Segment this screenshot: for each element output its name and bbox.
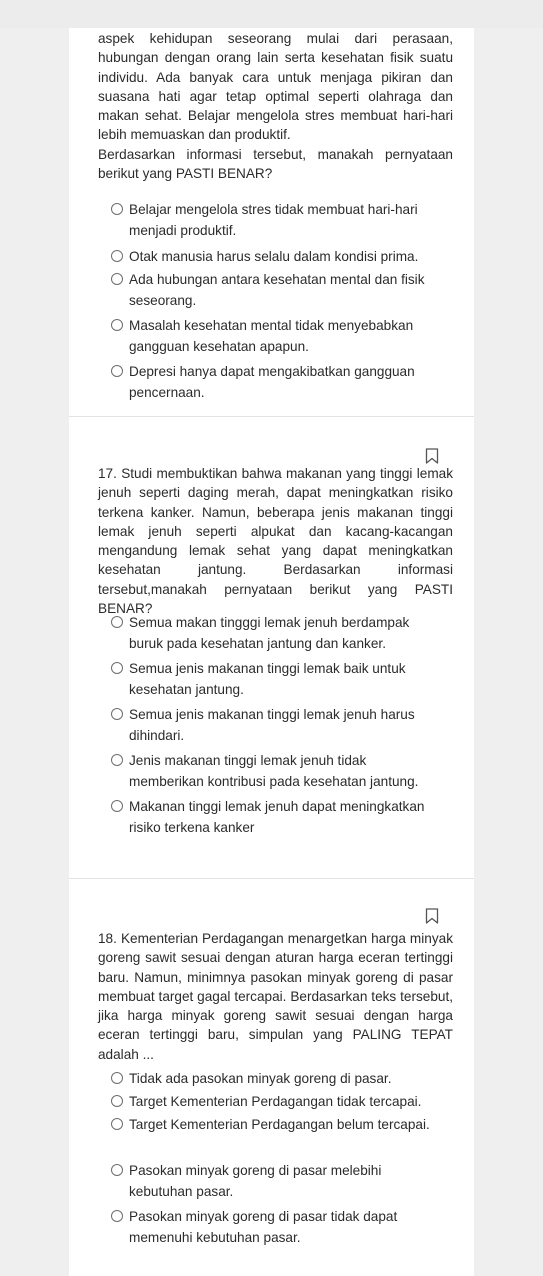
- question-16-passage: aspek kehidupan seseorang mulai dari perasaan, hubungan dengan orang lain serta kesehatan fisik suatu individu. Ada banyak cara untuk menjaga pikiran dan suasana hati agar tetap optimal seperti olahraga dan makan sehat. Belajar mengelola stres membuat hari-hari lebih memuaskan dan produktif.: [98, 31, 453, 143]
- q17-option-2[interactable]: [111, 659, 441, 700]
- radio-icon[interactable]: [111, 319, 123, 331]
- q18-option-5[interactable]: [111, 1207, 441, 1248]
- option-label: Makanan tinggi lemak jenuh dapat meningkatkan risiko terkena kanker: [129, 799, 425, 835]
- question-card: [69, 28, 474, 1276]
- option-label: Semua jenis makanan tinggi lemak jenuh harus dihindari.: [129, 707, 415, 743]
- radio-icon[interactable]: [111, 1118, 123, 1130]
- radio-icon[interactable]: [111, 1164, 123, 1176]
- q16-option-3[interactable]: [111, 270, 441, 311]
- option-label: Semua jenis makanan tinggi lemak baik untuk kesehatan jantung.: [129, 661, 406, 697]
- q18-option-4[interactable]: [111, 1161, 441, 1202]
- option-label: Ada hubungan antara kesehatan mental dan fisik seseorang.: [129, 272, 425, 308]
- option-label: Pasokan minyak goreng di pasar tidak dapat memenuhi kebutuhan pasar.: [129, 1209, 398, 1245]
- radio-icon[interactable]: [111, 662, 123, 674]
- radio-icon[interactable]: [111, 708, 123, 720]
- radio-icon[interactable]: [111, 616, 123, 628]
- bookmark-icon[interactable]: [425, 908, 439, 924]
- q16-option-5[interactable]: [111, 362, 441, 403]
- q18-option-2[interactable]: [111, 1092, 441, 1113]
- radio-icon[interactable]: [111, 800, 123, 812]
- q16-option-4[interactable]: [111, 316, 441, 357]
- option-label: Otak manusia harus selalu dalam kondisi prima.: [129, 249, 419, 264]
- radio-icon[interactable]: [111, 1210, 123, 1222]
- option-label: Belajar mengelola stres tidak membuat hari-hari menjadi produktif.: [129, 202, 418, 238]
- q17-option-3[interactable]: [111, 705, 441, 746]
- option-label: Pasokan minyak goreng di pasar melebihi kebutuhan pasar.: [129, 1163, 382, 1199]
- radio-icon[interactable]: [111, 203, 123, 215]
- q17-option-4[interactable]: [111, 751, 441, 792]
- question-16-prompt: Berdasarkan informasi tersebut, manakah pernyataan berikut yang PASTI BENAR?: [98, 147, 453, 182]
- radio-icon[interactable]: [111, 365, 123, 377]
- option-label: Target Kementerian Perdagangan tidak tercapai.: [129, 1094, 422, 1109]
- option-label: Semua makan tingggi lemak jenuh berdampak buruk pada kesehatan jantung dan kanker.: [129, 615, 410, 651]
- option-label: Jenis makanan tinggi lemak jenuh tidak memberikan kontribusi pada kesehatan jantung.: [129, 753, 419, 789]
- top-bar: [0, 0, 543, 28]
- option-label: Tidak ada pasokan minyak goreng di pasar.: [129, 1071, 392, 1086]
- radio-icon[interactable]: [111, 1095, 123, 1107]
- option-label: Depresi hanya dapat mengakibatkan gangguan pencernaan.: [129, 364, 415, 400]
- q18-option-1[interactable]: [111, 1069, 441, 1090]
- question-18-text: 18. Kementerian Perdagangan menargetkan harga minyak goreng sawit sesuai dengan aturan harga eceran tertinggi baru. Namun, minimnya pasokan minyak goreng di pasar membuat target gagal tercapai. Berdasarkan teks tersebut, jika harga minyak goreng sawit sesuai dengan harga eceran tertinggi baru, simpulan yang PALING TEPAT adalah ...: [98, 931, 453, 1062]
- option-label: Masalah kesehatan mental tidak menyebabkan gangguan kesehatan apapun.: [129, 318, 414, 354]
- q17-option-1[interactable]: [111, 613, 441, 654]
- question-17-text: 17. Studi membuktikan bahwa makanan yang tinggi lemak jenuh seperti daging merah, dapat meningkatkan risiko terkena kanker. Namun, beberapa jenis makanan tinggi lemak jenuh seperti alpukat dan kacang-kacangan mengandung lemak sehat yang dapat meningkatkan kesehatan jantung. Berdasarkan informasi tersebut,manakah pernyataan berikut yang PASTI BENAR?: [98, 466, 453, 617]
- option-label: Target Kementerian Perdagangan belum tercapai.: [129, 1117, 430, 1132]
- radio-icon[interactable]: [111, 754, 123, 766]
- radio-icon[interactable]: [111, 250, 123, 262]
- question-divider: [69, 878, 474, 879]
- radio-icon[interactable]: [111, 1072, 123, 1084]
- q16-option-2[interactable]: [111, 247, 441, 268]
- question-divider: [69, 416, 474, 417]
- q17-option-5[interactable]: [111, 797, 441, 838]
- bookmark-icon[interactable]: [425, 448, 439, 464]
- radio-icon[interactable]: [111, 273, 123, 285]
- q18-option-3[interactable]: [111, 1115, 441, 1136]
- q16-option-1[interactable]: [111, 200, 441, 241]
